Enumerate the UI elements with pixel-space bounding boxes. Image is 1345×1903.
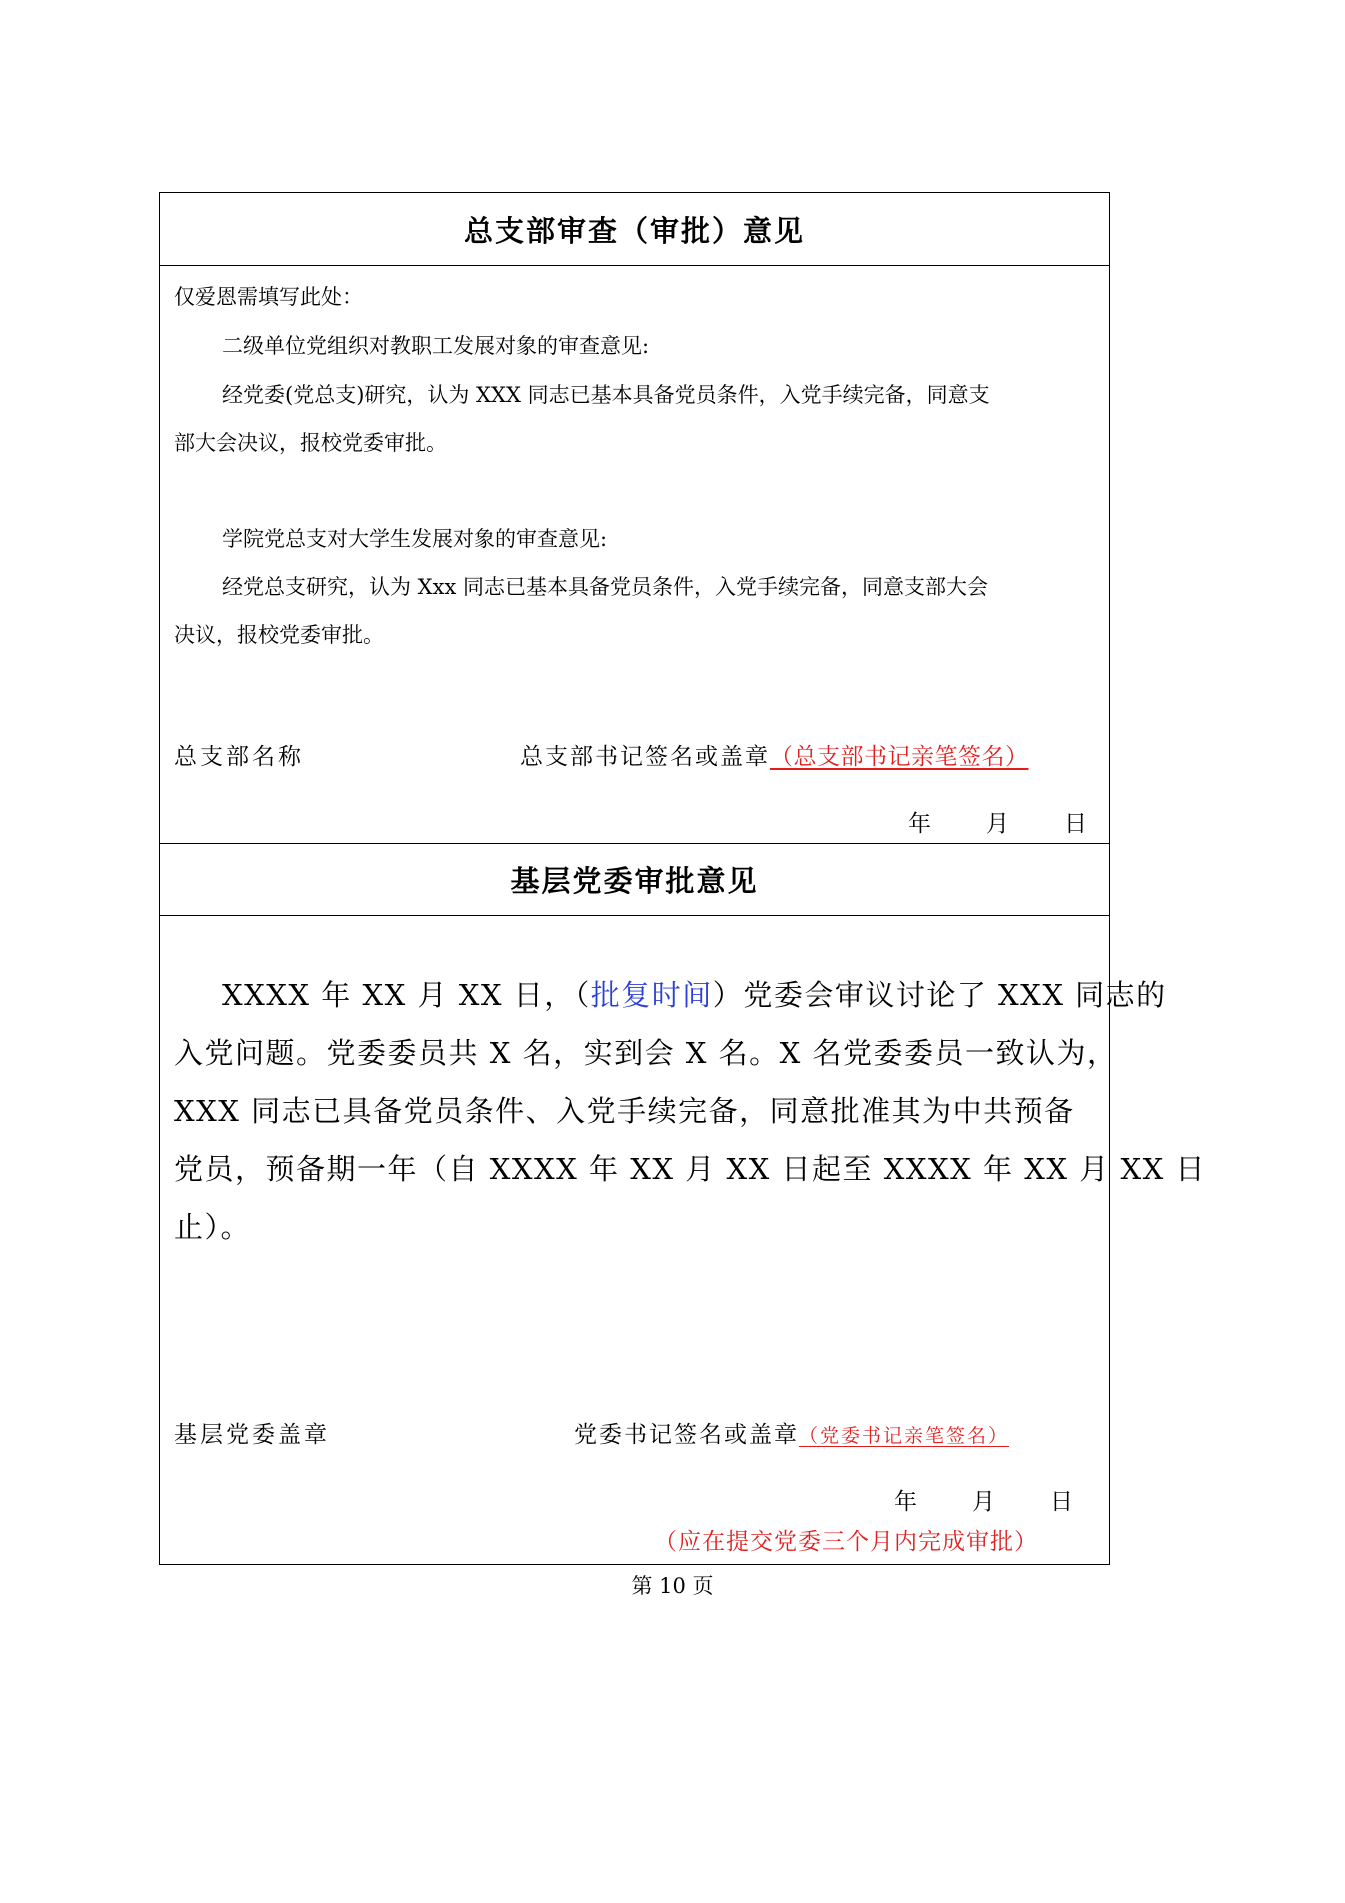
- section1-date: 年 月 日: [908, 811, 1090, 837]
- branch-secretary-sign-label: 总支部书记签名或盖章: [520, 744, 770, 770]
- branch-secretary-sign-hint: （总支部书记亲笔签名）: [770, 744, 1029, 770]
- approval-para-line3: XXX 同志已具备党员条件、入党手续完备，同意批准其为中共预备: [174, 1094, 1075, 1128]
- approval-form: [159, 192, 1206, 1565]
- approval-para-line2: 入党问题。党委委员共 X 名，实到会 X 名。X 名党委委员一致认为，: [174, 1036, 1118, 1070]
- approval-para-line1-a: XXXX 年 XX 月 XX 日，: [222, 978, 575, 1012]
- branch-secretary-signature: [520, 738, 1029, 771]
- section1-title: 总支部审查（审批）意见: [463, 213, 805, 248]
- student-review-heading: 学院党总支对大学生发展对象的审查意见:: [222, 527, 608, 551]
- approval-time-open: （: [574, 978, 591, 1012]
- approval-para-line4: 党员，预备期一年（自 XXXX 年 XX 月 XX 日起至 XXXX 年 XX 月 XX 日: [174, 1152, 1206, 1186]
- approval-para-line1: [222, 973, 1167, 1014]
- committee-secretary-sign-label: 党委书记签名或盖章: [574, 1422, 799, 1448]
- approval-time-close: ）: [712, 978, 744, 1012]
- branch-name-label: 总支部名称: [174, 744, 304, 770]
- divider: [160, 265, 1109, 266]
- student-review-line1: 经党总支研究，认为 Xxx 同志已基本具备党员条件，入党手续完备，同意支部大会: [222, 575, 988, 599]
- approval-time-hint: 批复时间: [590, 978, 713, 1012]
- deadline-note: （应在提交党委三个月内完成审批）: [654, 1529, 1038, 1555]
- staff-review-heading: 二级单位党组织对教职工发展对象的审查意见:: [222, 334, 650, 358]
- staff-review-line1: 经党委(党总支)研究，认为 XXX 同志已基本具备党员条件，入党手续完备，同意支: [222, 383, 990, 407]
- committee-seal-label: 基层党委盖章: [174, 1422, 330, 1448]
- approval-para-line5: 止）。: [174, 1210, 252, 1244]
- page-number: 第 10 页: [631, 1574, 714, 1598]
- committee-secretary-sign-hint: （党委书记亲笔签名）: [799, 1425, 1010, 1447]
- staff-review-line2: 部大会决议，报校党委审批。: [174, 431, 447, 455]
- approval-para-line1-b: 党委会审议讨论了 XXX 同志的: [743, 978, 1167, 1012]
- section2-title: 基层党委审批意见: [510, 863, 759, 898]
- committee-secretary-signature: [574, 1416, 1027, 1449]
- divider: [160, 915, 1109, 916]
- section1-note: 仅爱恩需填写此处：: [174, 285, 363, 309]
- student-review-line2: 决议，报校党委审批。: [174, 623, 384, 647]
- section2-date: 年 月 日: [894, 1489, 1076, 1515]
